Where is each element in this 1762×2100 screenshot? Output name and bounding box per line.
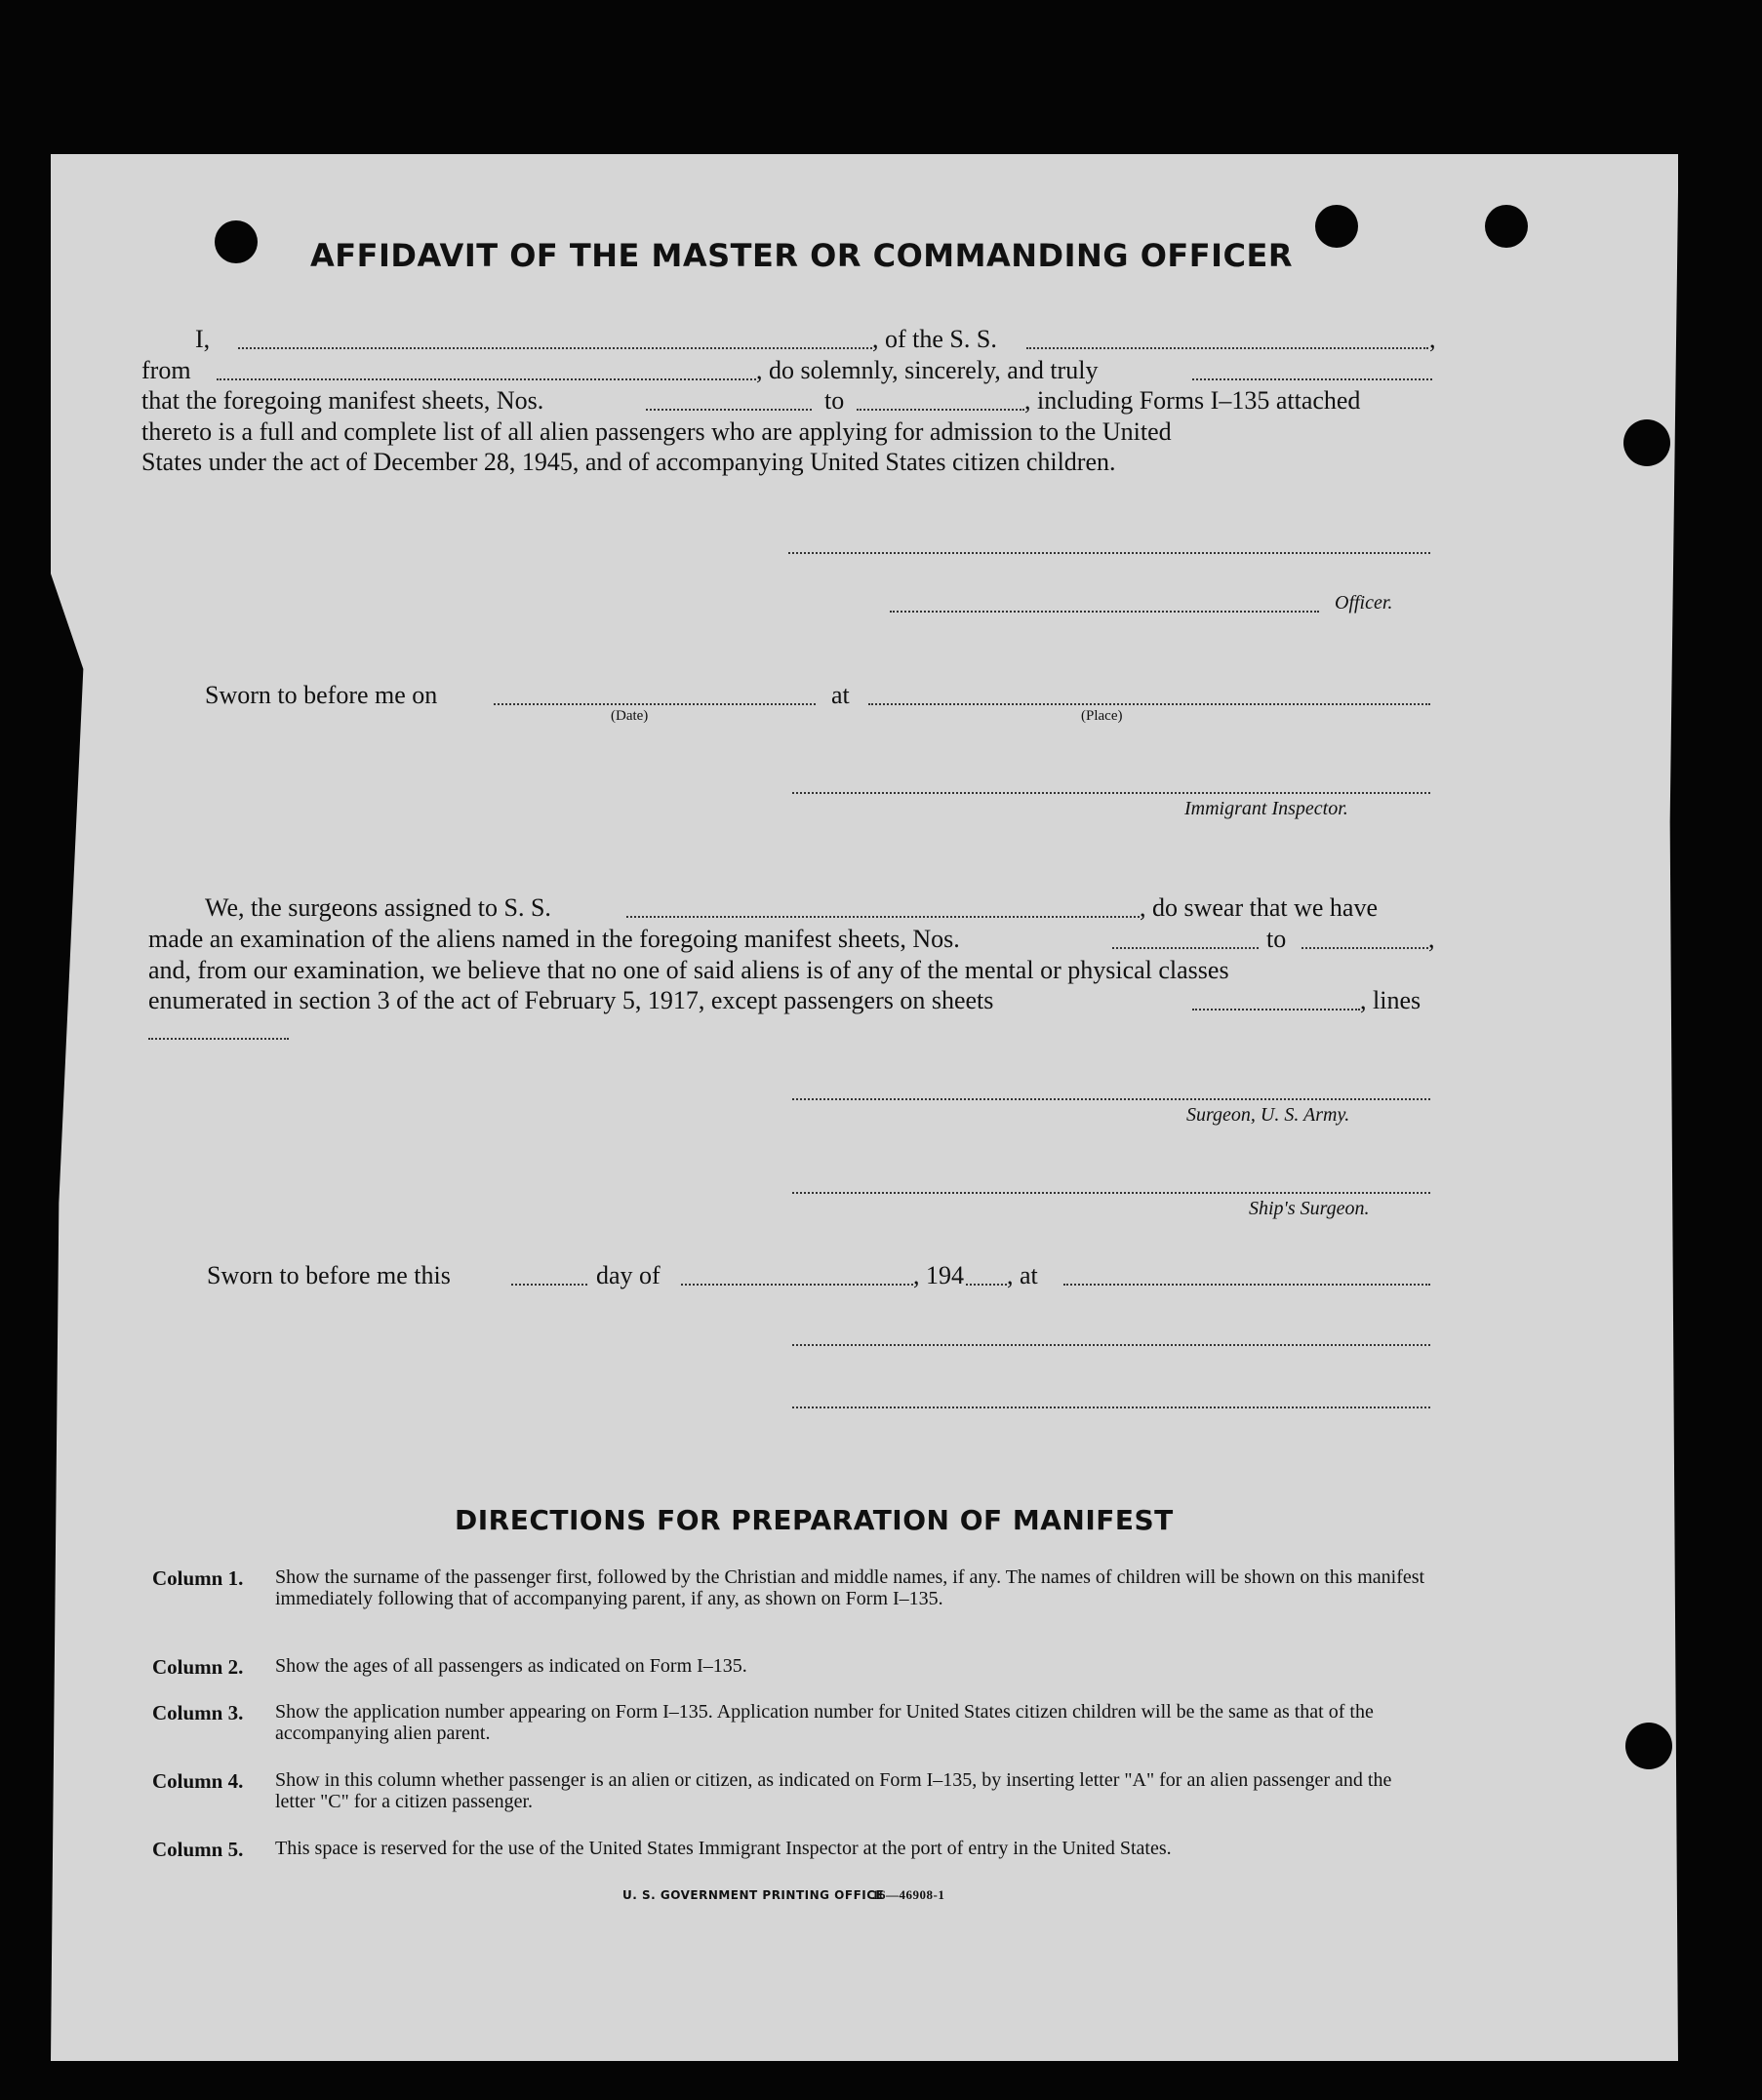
surgeons-line1-end: , do swear that we have	[1140, 893, 1379, 922]
surgeons-line2-end: ,	[1428, 925, 1435, 953]
affidavit-line3-to: to	[824, 386, 845, 415]
column-2-text: Show the ages of all passengers as indicated on Form I–135.	[275, 1655, 747, 1677]
column-1-text: Show the surname of the passenger first, followed by the Christian and middle names, if any. The names of children will be shown on this manifest immediately following that of accompanying parent, if any, as shown on Form I–135.	[275, 1566, 1425, 1609]
surgeons-line4-prefix: enumerated in section 3 of the act of February 5, 1917, except passengers on sheets	[148, 986, 994, 1014]
ship-surgeon-signature-line[interactable]	[792, 1192, 1430, 1194]
except-sheets-field[interactable]	[1192, 1009, 1360, 1010]
officer-label: Officer.	[1335, 592, 1393, 614]
sworn-place-field[interactable]	[868, 703, 1430, 705]
sworn2-prefix: Sworn to before me this	[207, 1261, 451, 1289]
column-5-text: This space is reserved for the use of the United States Immigrant Inspector at the port of entry in the United States.	[275, 1838, 1172, 1859]
sheets-to-field[interactable]	[857, 409, 1024, 411]
swear-field[interactable]	[1192, 378, 1432, 380]
sworn2-day-of: day of	[596, 1261, 661, 1289]
column-4-label: Column 4.	[152, 1769, 244, 1793]
sworn2-year: , 194	[913, 1261, 964, 1289]
army-surgeon-signature-line[interactable]	[792, 1098, 1430, 1100]
affidavit-line4: thereto is a full and complete list of all alien passengers who are applying for admission to the United	[141, 417, 1172, 446]
inspector-label: Immigrant Inspector.	[1184, 798, 1348, 819]
surgeons-line2-to: to	[1266, 925, 1287, 953]
sworn2-at: , at	[1007, 1261, 1038, 1289]
ship-surgeon-label: Ship's Surgeon.	[1249, 1198, 1370, 1219]
punch-hole	[215, 220, 258, 263]
surgeons-sheets-to-field[interactable]	[1301, 947, 1428, 949]
printer-imprint: U. S. GOVERNMENT PRINTING OFFICE	[622, 1888, 885, 1902]
affidavit-line1-mid: , of the S. S.	[872, 325, 997, 353]
sworn2-day-field[interactable]	[511, 1284, 587, 1286]
affidavit-line2-mid: , do solemnly, sincerely, and truly	[756, 356, 1099, 384]
sworn2-place-field[interactable]	[1063, 1284, 1430, 1286]
sworn2-signature-line-2[interactable]	[792, 1407, 1430, 1408]
surgeons-line2-prefix: made an examination of the aliens named in the foregoing manifest sheets, Nos.	[148, 925, 960, 953]
affidavit-title: AFFIDAVIT OF THE MASTER OR COMMANDING OFFICER	[310, 237, 1293, 274]
affidavit-line3-prefix: that the foregoing manifest sheets, Nos.	[141, 386, 544, 415]
inspector-signature-line[interactable]	[792, 792, 1430, 794]
punch-hole	[1623, 419, 1670, 466]
army-surgeon-label: Surgeon, U. S. Army.	[1186, 1104, 1350, 1126]
officer-signature-line-2[interactable]	[890, 611, 1319, 613]
affidavit-line1-prefix: I,	[195, 325, 211, 353]
column-2-label: Column 2.	[152, 1655, 244, 1679]
sworn2-month-field[interactable]	[681, 1284, 913, 1286]
from-field[interactable]	[217, 378, 756, 380]
surgeons-line3: and, from our examination, we believe that no one of said aliens is of any of the mental or physical classes	[148, 956, 1229, 984]
column-1-label: Column 1.	[152, 1566, 244, 1590]
column-4-text: Show in this column whether passenger is an alien or citizen, as indicated on Form I–135, by inserting letter "A" for an alien passenger and the letter "C" for a citizen passenger.	[275, 1769, 1392, 1812]
affidavit-line2-prefix: from	[141, 356, 191, 384]
punch-hole	[1485, 205, 1528, 248]
sworn1-at: at	[831, 681, 850, 709]
sworn2-signature-line-1[interactable]	[792, 1344, 1430, 1346]
column-3-label: Column 3.	[152, 1701, 244, 1724]
ship-name-field[interactable]	[1026, 347, 1428, 349]
sworn2-year-field[interactable]	[966, 1284, 1007, 1286]
date-caption: (Date)	[611, 708, 649, 724]
place-caption: (Place)	[1081, 708, 1123, 724]
surgeons-line1-prefix: We, the surgeons assigned to S. S.	[205, 893, 551, 922]
name-field[interactable]	[238, 347, 872, 349]
column-3-text: Show the application number appearing on Form I–135. Application number for United States citizen children will be the same as that of the accompanying alien parent.	[275, 1701, 1374, 1744]
surgeons-sheets-from-field[interactable]	[1112, 947, 1259, 949]
sheets-from-field[interactable]	[646, 409, 812, 411]
affidavit-line5: States under the act of December 28, 1945, and of accompanying United States citizen children.	[141, 448, 1116, 476]
lines-field[interactable]	[148, 1038, 289, 1040]
sworn1-prefix: Sworn to before me on	[205, 681, 438, 709]
affidavit-line1-end: ,	[1429, 325, 1436, 353]
form-code: 16—46908-1	[872, 1887, 945, 1902]
surgeons-ship-field[interactable]	[626, 916, 1140, 918]
directions-title: DIRECTIONS FOR PREPARATION OF MANIFEST	[455, 1504, 1174, 1536]
surgeons-line4-end: , lines	[1360, 986, 1422, 1014]
affidavit-line3-end: , including Forms I–135 attached	[1024, 386, 1361, 415]
officer-signature-line-1[interactable]	[788, 552, 1430, 554]
sworn-date-field[interactable]	[494, 703, 816, 705]
column-5-label: Column 5.	[152, 1838, 244, 1861]
punch-hole	[1625, 1723, 1672, 1769]
punch-hole	[1315, 205, 1358, 248]
